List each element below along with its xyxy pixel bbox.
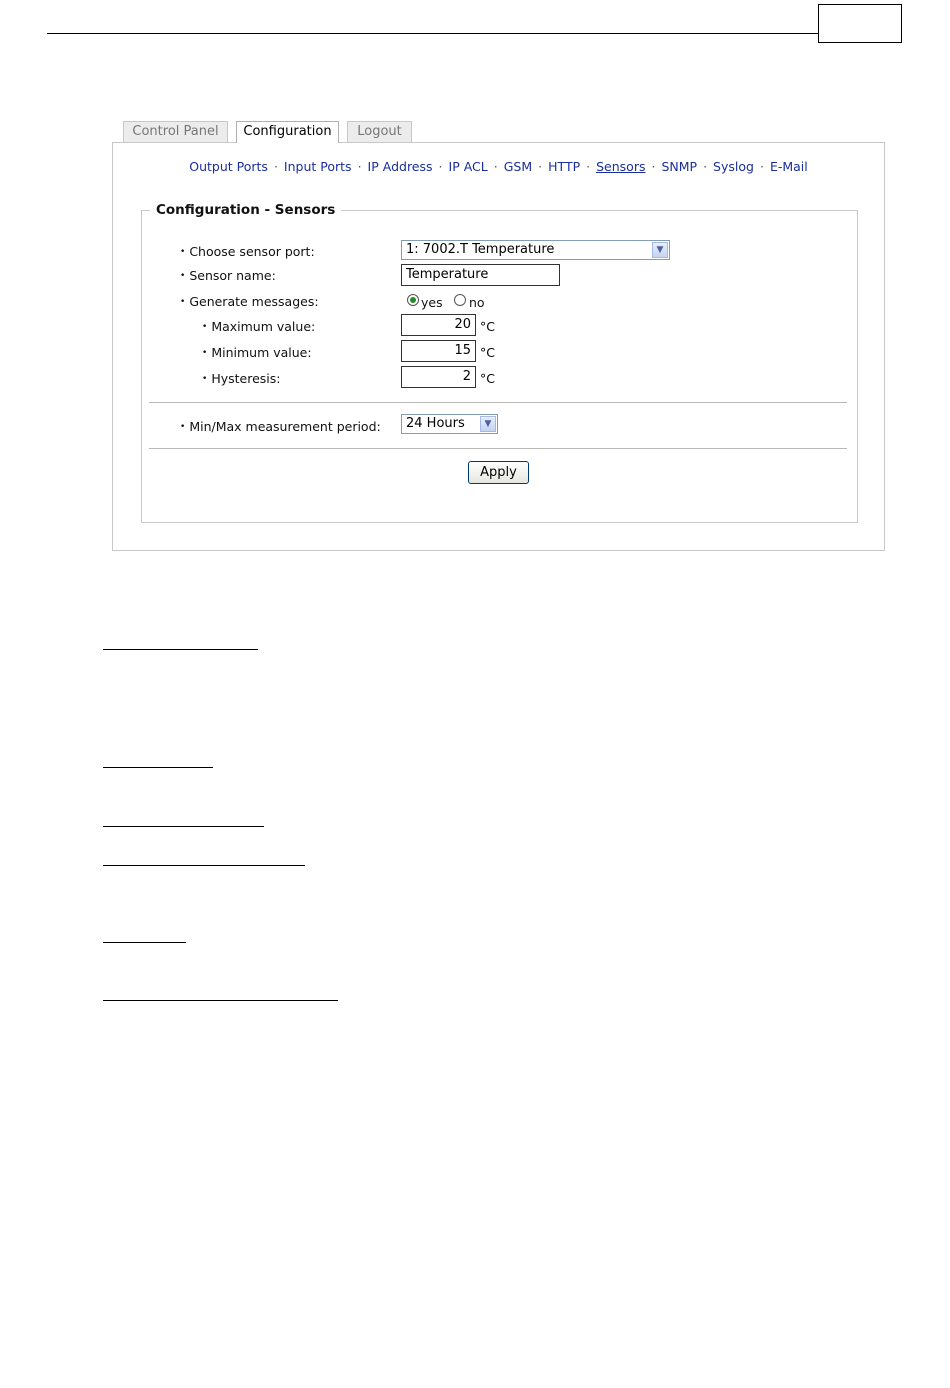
subnav-separator: ·: [357, 159, 362, 174]
sensor-name-input[interactable]: Temperature: [401, 264, 560, 286]
subnav-input-ports[interactable]: Input Ports: [283, 159, 352, 174]
doc-heading-underline: [103, 826, 264, 827]
chevron-down-icon: ▼: [652, 242, 668, 258]
divider: [149, 402, 847, 403]
bullet: •: [180, 247, 186, 257]
page-number-box: [818, 4, 902, 43]
subnav-separator: ·: [586, 159, 591, 174]
apply-button[interactable]: Apply: [468, 461, 529, 484]
radio-yes-label: yes: [421, 295, 443, 310]
period-label: [180, 419, 381, 434]
subnav-separator: ·: [759, 159, 764, 174]
period-select[interactable]: [401, 414, 498, 434]
hysteresis-label: [202, 371, 280, 386]
period-label-text: Min/Max measurement period:: [189, 419, 381, 434]
tab-control-panel[interactable]: Control Panel: [123, 121, 228, 142]
subnav-ip-address[interactable]: IP Address: [367, 159, 433, 174]
generate-messages-label: [180, 294, 319, 309]
generate-messages-label-text: Generate messages:: [189, 294, 319, 309]
hysteresis-unit: °C: [480, 371, 495, 386]
sensor-port-label-text: Choose sensor port:: [189, 244, 315, 259]
tab-logout[interactable]: Logout: [347, 121, 412, 142]
subnav-sensors[interactable]: Sensors: [596, 159, 646, 174]
radio-no-label: no: [469, 295, 485, 310]
max-value-unit: °C: [480, 319, 495, 334]
subnav-separator: ·: [703, 159, 708, 174]
header-rule: [47, 33, 819, 34]
subnav-ip-acl[interactable]: IP ACL: [448, 159, 488, 174]
max-value-input[interactable]: 20: [401, 314, 476, 336]
subnav-separator: ·: [538, 159, 543, 174]
subnav-http[interactable]: HTTP: [548, 159, 581, 174]
min-value-unit: °C: [480, 345, 495, 360]
subnav-gsm[interactable]: GSM: [503, 159, 533, 174]
sensor-name-label-text: Sensor name:: [189, 268, 276, 283]
min-value-label: [202, 345, 312, 360]
doc-heading-underline: [103, 767, 213, 768]
tab-configuration[interactable]: Configuration: [236, 121, 339, 143]
max-value-label: [202, 319, 315, 334]
bullet: •: [202, 348, 208, 358]
doc-heading-underline: [103, 942, 186, 943]
sensor-port-label: [180, 244, 315, 259]
sensor-port-value: 1: 7002.T Temperature: [406, 242, 555, 257]
max-value-label-text: Maximum value:: [211, 319, 316, 334]
min-value-input[interactable]: 15: [401, 340, 476, 362]
bullet: •: [180, 297, 186, 307]
sensor-port-select[interactable]: [401, 240, 670, 260]
subnav-separator: ·: [493, 159, 498, 174]
radio-yes[interactable]: [407, 294, 419, 306]
doc-heading-underline: [103, 865, 305, 866]
config-subnav: [113, 159, 884, 174]
period-value: 24 Hours: [406, 416, 465, 431]
radio-no[interactable]: [454, 294, 466, 306]
bullet: •: [180, 271, 186, 281]
bullet: •: [180, 422, 186, 432]
min-value-label-text: Minimum value:: [211, 345, 312, 360]
doc-heading-underline: [103, 649, 258, 650]
subnav-email[interactable]: E-Mail: [769, 159, 808, 174]
subnav-separator: ·: [273, 159, 278, 174]
chevron-down-icon: ▼: [480, 416, 496, 432]
subnav-separator: ·: [651, 159, 656, 174]
doc-heading-underline: [103, 1000, 338, 1001]
subnav-output-ports[interactable]: Output Ports: [189, 159, 268, 174]
fieldset-legend: Configuration - Sensors: [156, 202, 336, 218]
subnav-snmp[interactable]: SNMP: [661, 159, 698, 174]
subnav-separator: ·: [438, 159, 443, 174]
bullet: •: [202, 374, 208, 384]
hysteresis-input[interactable]: 2: [401, 366, 476, 388]
bullet: •: [202, 322, 208, 332]
hysteresis-label-text: Hysteresis:: [211, 371, 281, 386]
subnav-syslog[interactable]: Syslog: [713, 159, 754, 174]
sensor-name-label: [180, 268, 276, 283]
divider: [149, 448, 847, 449]
